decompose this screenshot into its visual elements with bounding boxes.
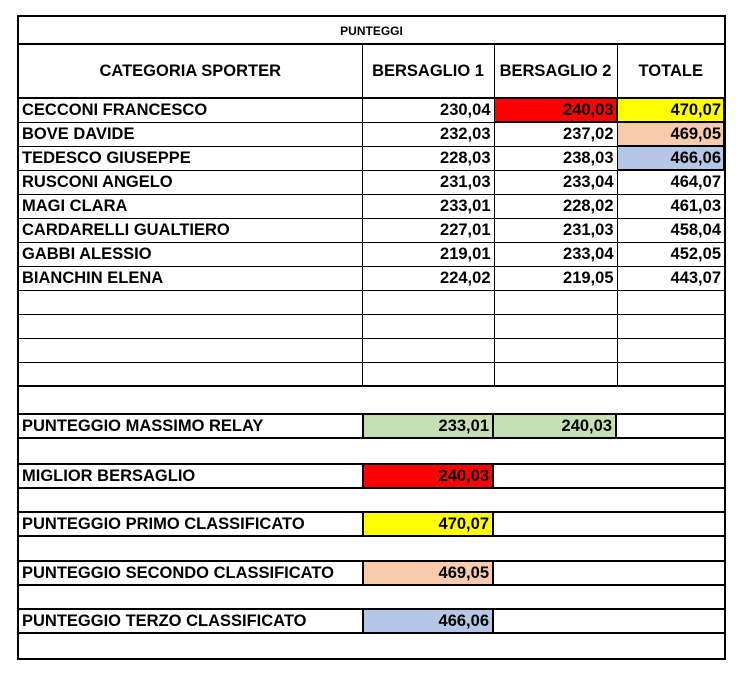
target-1-cell [362,290,494,314]
third-place-row [19,608,724,634]
first-place-row [19,511,724,537]
total-cell [617,290,724,314]
target-2-cell: 231,03 [494,218,617,242]
header-category: CATEGORIA SPORTER [19,45,362,98]
total-cell: 458,04 [617,218,724,242]
target-2-cell: 240,03 [494,98,617,122]
header-target-2: BERSAGLIO 2 [494,45,617,98]
target-2-cell: 238,03 [494,146,617,170]
table-row [19,170,724,194]
total-cell: 466,06 [617,146,724,170]
best-target-label: MIGLIOR BERSAGLIO [22,467,196,485]
relay-target-2-value: 240,03 [492,413,617,439]
target-2-cell [494,338,617,362]
target-1-cell: 232,03 [362,122,494,146]
target-2-cell: 237,02 [494,122,617,146]
total-cell: 469,05 [617,122,724,146]
target-1-cell: 228,03 [362,146,494,170]
target-2-cell: 233,04 [494,242,617,266]
name-cell: RUSCONI ANGELO [19,170,362,194]
name-cell: BIANCHIN ELENA [19,266,362,290]
first-place-value: 470,07 [362,511,494,537]
name-cell: BOVE DAVIDE [19,122,362,146]
target-2-cell [494,290,617,314]
total-cell: 464,07 [617,170,724,194]
empty-row [19,314,724,338]
table-header-row [19,45,724,98]
total-cell: 461,03 [617,194,724,218]
total-cell: 470,07 [617,98,724,122]
target-1-cell: 227,01 [362,218,494,242]
third-place-label: PUNTEGGIO TERZO CLASSIFICATO [22,612,307,630]
table-row [19,242,724,266]
target-2-cell: 219,05 [494,266,617,290]
relay-label: PUNTEGGIO MASSIMO RELAY [22,417,264,435]
name-cell [19,290,362,314]
total-cell [617,338,724,362]
table-row [19,122,724,146]
name-cell: GABBI ALESSIO [19,242,362,266]
header-target-1: BERSAGLIO 1 [362,45,494,98]
name-cell: CECCONI FRANCESCO [19,98,362,122]
target-1-cell [362,314,494,338]
scores-table [19,45,724,387]
first-place-label: PUNTEGGIO PRIMO CLASSIFICATO [22,515,305,533]
empty-row [19,290,724,314]
sheet-title: PUNTEGGI [19,17,724,45]
name-cell [19,362,362,386]
target-1-cell [362,338,494,362]
total-cell [617,362,724,386]
table-row [19,194,724,218]
table-body [19,98,724,386]
target-1-cell: 230,04 [362,98,494,122]
target-2-cell: 233,04 [494,170,617,194]
empty-row [19,362,724,386]
table-row [19,98,724,122]
target-2-cell: 228,02 [494,194,617,218]
name-cell [19,338,362,362]
name-cell: TEDESCO GIUSEPPE [19,146,362,170]
target-1-cell: 224,02 [362,266,494,290]
target-1-cell [362,362,494,386]
total-cell [617,314,724,338]
best-target-row [19,463,724,489]
name-cell: MAGI CLARA [19,194,362,218]
second-place-row [19,560,724,586]
name-cell: CARDARELLI GUALTIERO [19,218,362,242]
target-1-cell: 233,01 [362,194,494,218]
target-2-cell [494,314,617,338]
name-cell [19,314,362,338]
total-cell: 452,05 [617,242,724,266]
total-cell: 443,07 [617,266,724,290]
target-1-cell: 219,01 [362,242,494,266]
empty-row [19,338,724,362]
third-place-value: 466,06 [362,608,494,634]
best-target-value: 240,03 [362,463,494,489]
table-row [19,146,724,170]
target-1-cell: 231,03 [362,170,494,194]
header-total: TOTALE [617,45,724,98]
relay-row [19,413,724,439]
relay-target-1-value: 233,01 [362,413,494,439]
second-place-value: 469,05 [362,560,494,586]
score-sheet [17,15,726,660]
table-row [19,218,724,242]
table-row [19,266,724,290]
second-place-label: PUNTEGGIO SECONDO CLASSIFICATO [22,564,334,582]
target-2-cell [494,362,617,386]
